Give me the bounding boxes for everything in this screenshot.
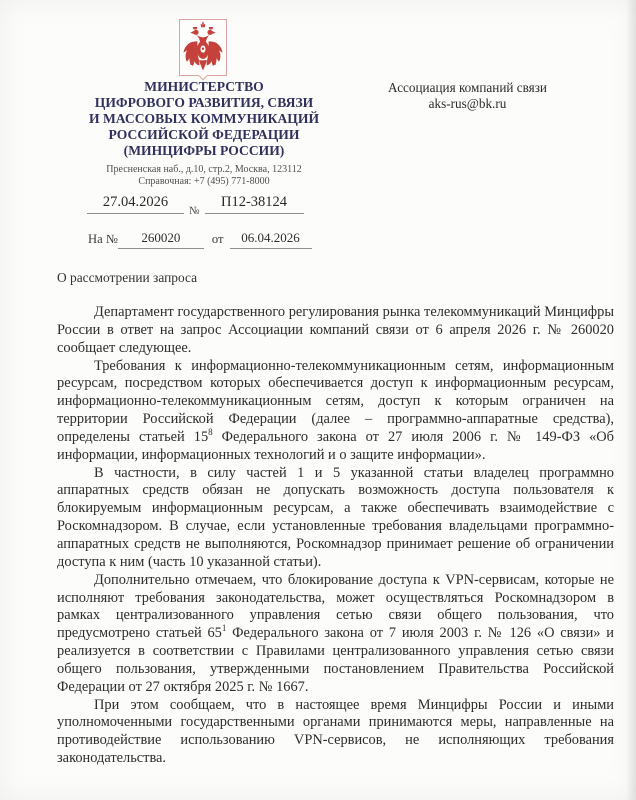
ministry-name-line: РОССИЙСКОЙ ФЕДЕРАЦИИ [108,127,300,143]
article-superscript: 8 [208,427,213,438]
reply-date: 06.04.2026 [230,230,312,249]
ministry-contact-block [39,164,369,188]
letter-date: 27.04.2026 [87,194,184,214]
reply-reference-label: На № [88,232,118,246]
body-paragraph: При этом сообщаем, что в настоящее время Минцифры России и иными уполномоченными государственными органами принимаются меры, направленные на противодействие использованию VPN-сервисов, не исполняющих требования законодательства. [57,696,614,767]
reply-from-label: от [211,232,224,246]
addressee-block [360,80,575,111]
letter-number: П12-38124 [205,194,304,214]
addressee-email: aks-rus@bk.ru [428,95,507,111]
body-paragraph: В частности, в силу частей 1 и 5 указанной статьи владелец программно аппаратных средств обязан не допускать возможность доступа пользователя к блокируемым информационным ресурсам, а также обеспечивать взаимодействие с Роскомнадзором. В случае, если установленные требования владельцами программно-аппаратных средств не выполняются, Роскомнадзор принимает решение об ограничении доступа к ним (часть 10 указанной статьи). [57,464,614,570]
paragraph-text: Требования к информационно-телекоммуникационным сетям, информационным ресурсам, посредством которых обеспечивается доступ к информационным ресурсам, информационно-телекоммуникационным сетям, доступ к которым ограничен на территории Российской Федерации (далее – программно-аппаратные средства), определены статьей 15 [57,357,614,445]
ministry-name-line: МИНИСТЕРСТВО [144,79,264,94]
coat-of-arms [179,19,227,76]
ministry-address: Пресненская наб., д.10, стр.2, Москва, 123112 [106,164,302,175]
ministry-phone: Справочная: +7 (495) 771-8000 [138,175,270,187]
reply-reference-row [88,230,312,249]
number-sign-label: № [189,205,200,217]
ministry-name-line: И МАССОВЫХ КОММУНИКАЦИЙ [88,111,320,127]
body-paragraph: Департамент государственного регулирования рынка телекоммуникаций Минцифры России в ответ на запрос Ассоциации компаний связи от 6 апреля 2026 г. № 260020 сообщает следующее. [57,304,614,356]
ministry-name [39,79,369,159]
article-superscript: 1 [221,623,227,634]
letter-body [57,304,614,768]
double-headed-eagle-icon [182,21,224,73]
reference-row [87,194,304,217]
ministry-name-line: ЦИФРОВОГО РАЗВИТИЯ, СВЯЗИ [94,95,314,111]
ministry-name-line: (МИНЦИФРЫ РОССИИ) [123,143,285,159]
body-paragraph [57,358,614,465]
subject-line: О рассмотрении запроса [57,270,198,285]
body-paragraph [57,572,614,697]
reply-number: 260020 [118,230,204,249]
paragraph-text: Федерального закона от 7 июля 2003 г. № 126 «О связи» и реализуется в соответствии с Правилами централизованного управления сетью связи общего пользования, утвержденными постановлением Правительства Российской Федерации от 27 октября 2025 г. № 1667. [57,625,614,695]
paragraph-text: Федерального закона от 27 июля 2006 г. № 149-ФЗ «Об информации, информационных технологий и о защите информации». [57,428,614,463]
addressee-name: Ассоциация компаний связи [388,80,547,95]
paragraph-text: Дополнительно отмечаем, что блокирование доступа к VPN-сервисам, которые не исполняют требования законодательства, может осуществляться Роскомнадзором в рамках централизованного управления сетью связи общего пользования, что предусмотрено статьей 65 [57,571,614,642]
